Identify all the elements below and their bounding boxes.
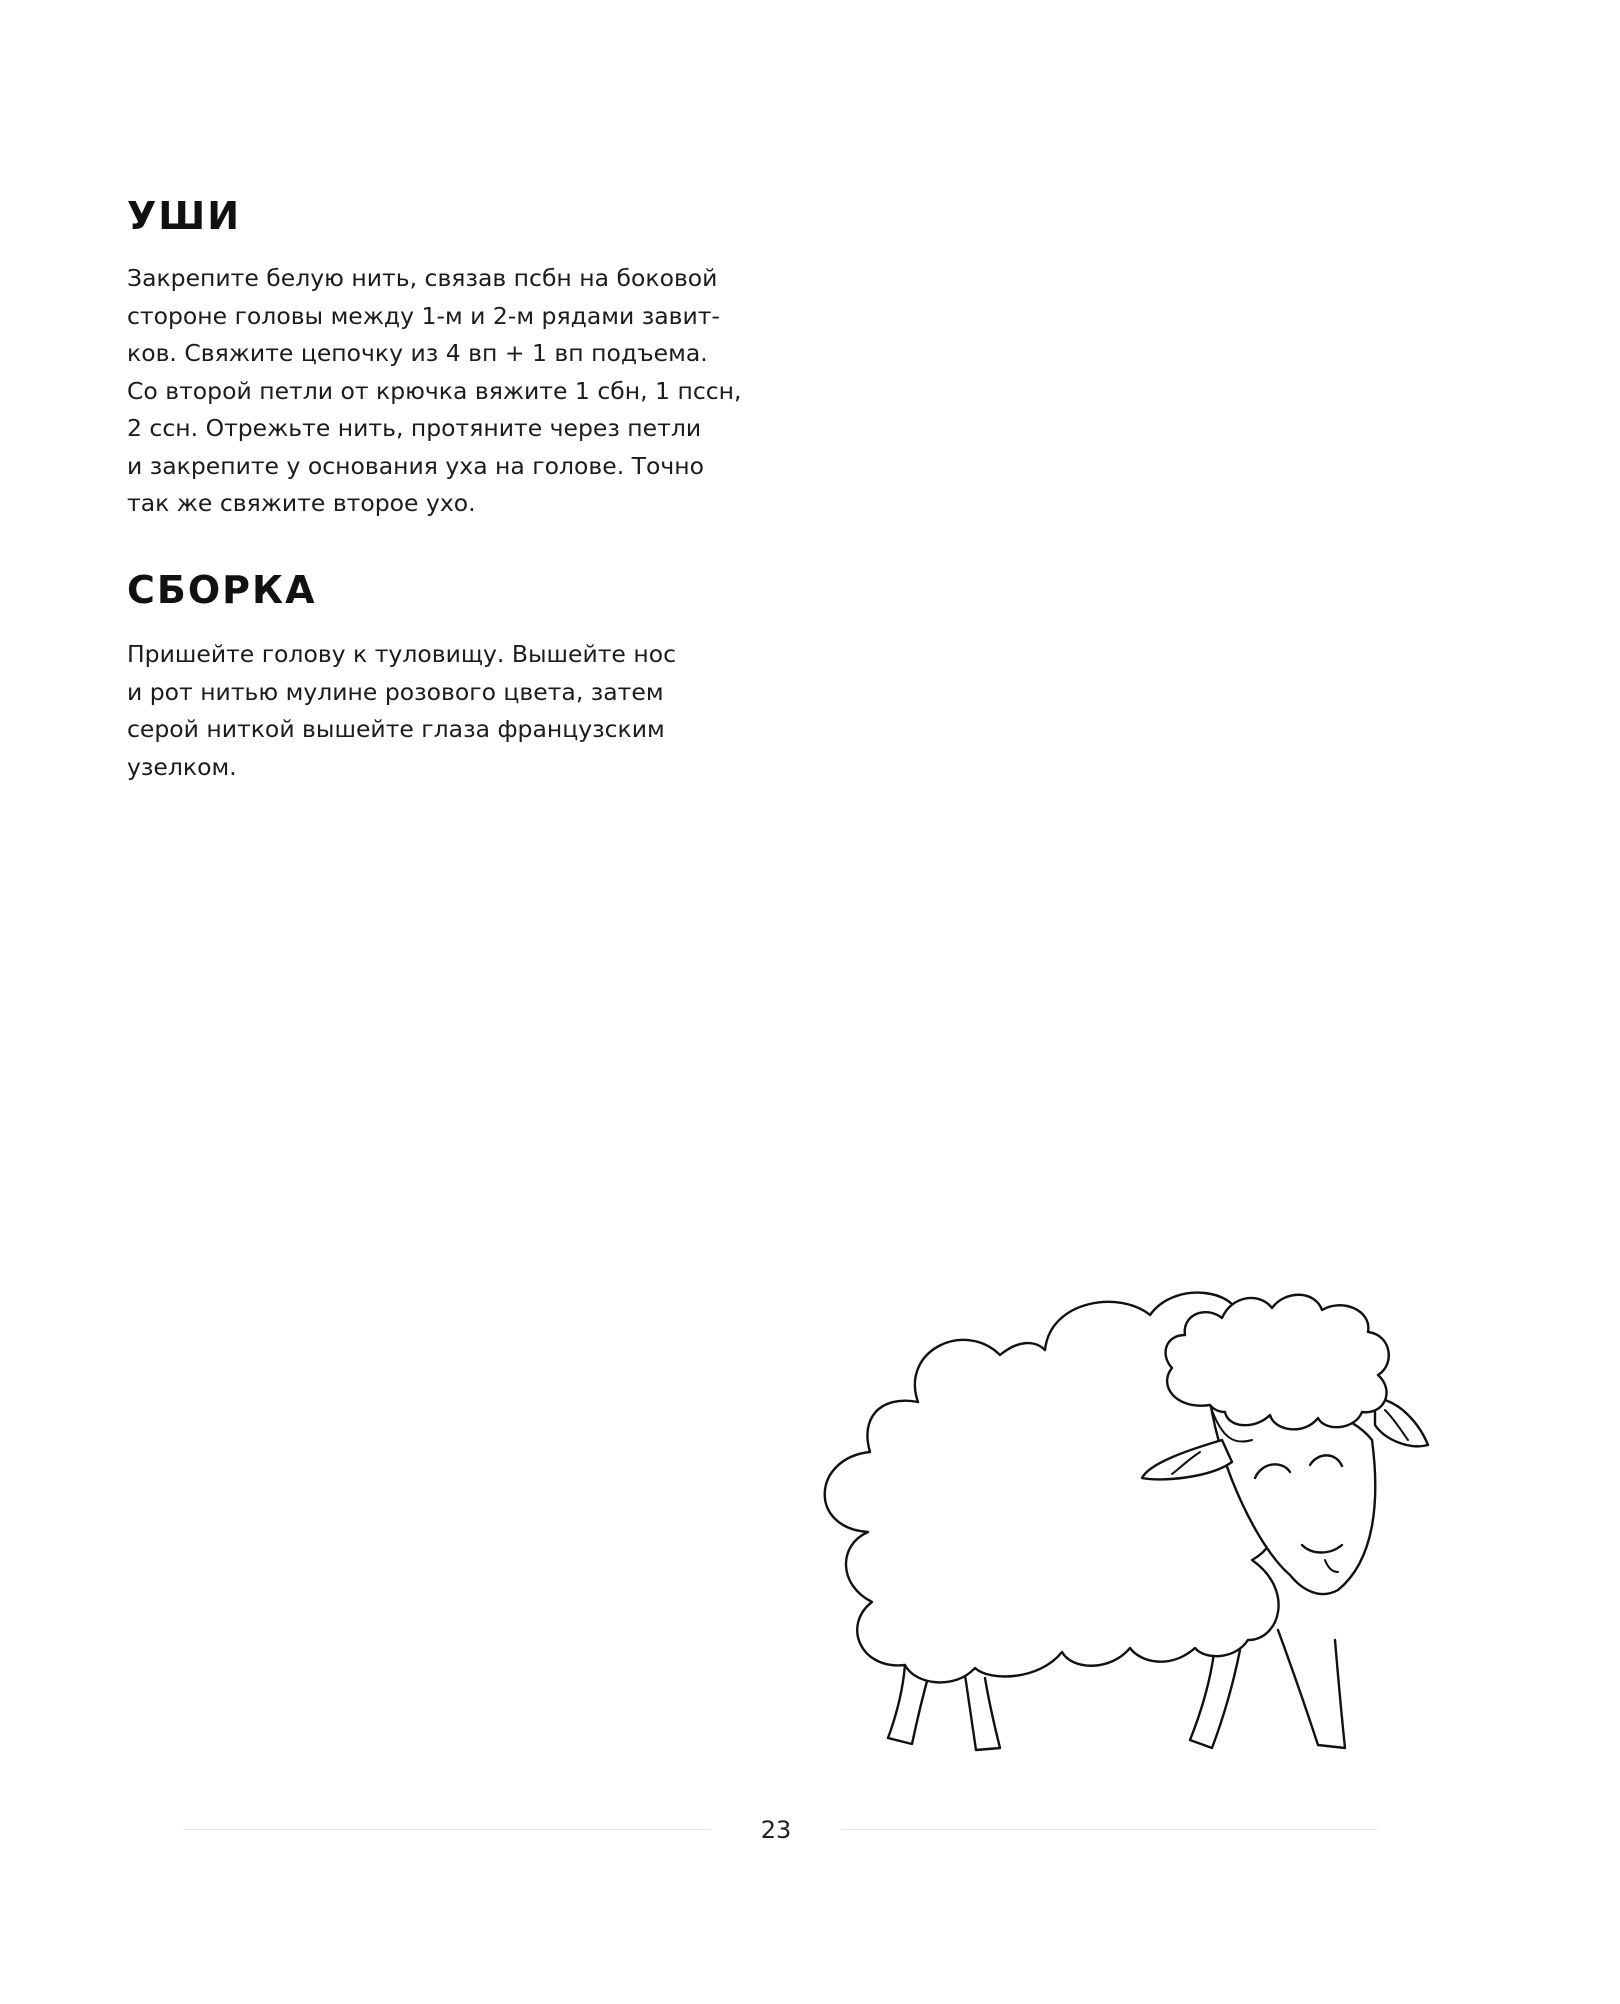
footer-rule-left	[183, 1829, 711, 1830]
text-line: стороне головы между 1-м и 2-м рядами завит-	[127, 301, 720, 330]
text-line: Со второй петли от крючка вяжите 1 сбн, 1 пссн,	[127, 376, 742, 405]
front-leg-right	[1278, 1630, 1345, 1748]
sheep-illustration	[800, 1260, 1450, 1780]
text-line: узелком.	[127, 752, 237, 781]
text-line: и закрепите у основания уха на голове. Точно	[127, 451, 705, 480]
footer-rule-right	[841, 1829, 1378, 1830]
text-line: ков. Свяжите цепочку из 4 вп + 1 вп подъема.	[127, 339, 708, 367]
front-leg-left	[1190, 1645, 1240, 1748]
text-line: так же свяжите второе ухо.	[127, 489, 476, 517]
text-line: и рот нитью мулине розового цвета, затем	[127, 677, 664, 706]
section-text-ears	[127, 260, 742, 523]
text-line: серой ниткой вышейте глаза французским	[127, 715, 665, 743]
section-heading-assembly: СБОРКА	[127, 568, 317, 612]
page-number: 23	[760, 1816, 792, 1844]
text-line: Пришейте голову к туловищу. Вышейте нос	[127, 640, 677, 668]
section-heading-ears: УШИ	[127, 194, 242, 238]
section-text-assembly	[127, 636, 676, 786]
back-leg-right	[965, 1675, 1000, 1750]
text-line: 2 ссн. Отрежьте нить, протяните через петли	[127, 414, 702, 442]
text-line: Закрепите белую нить, связав псбн на боковой	[127, 264, 718, 292]
